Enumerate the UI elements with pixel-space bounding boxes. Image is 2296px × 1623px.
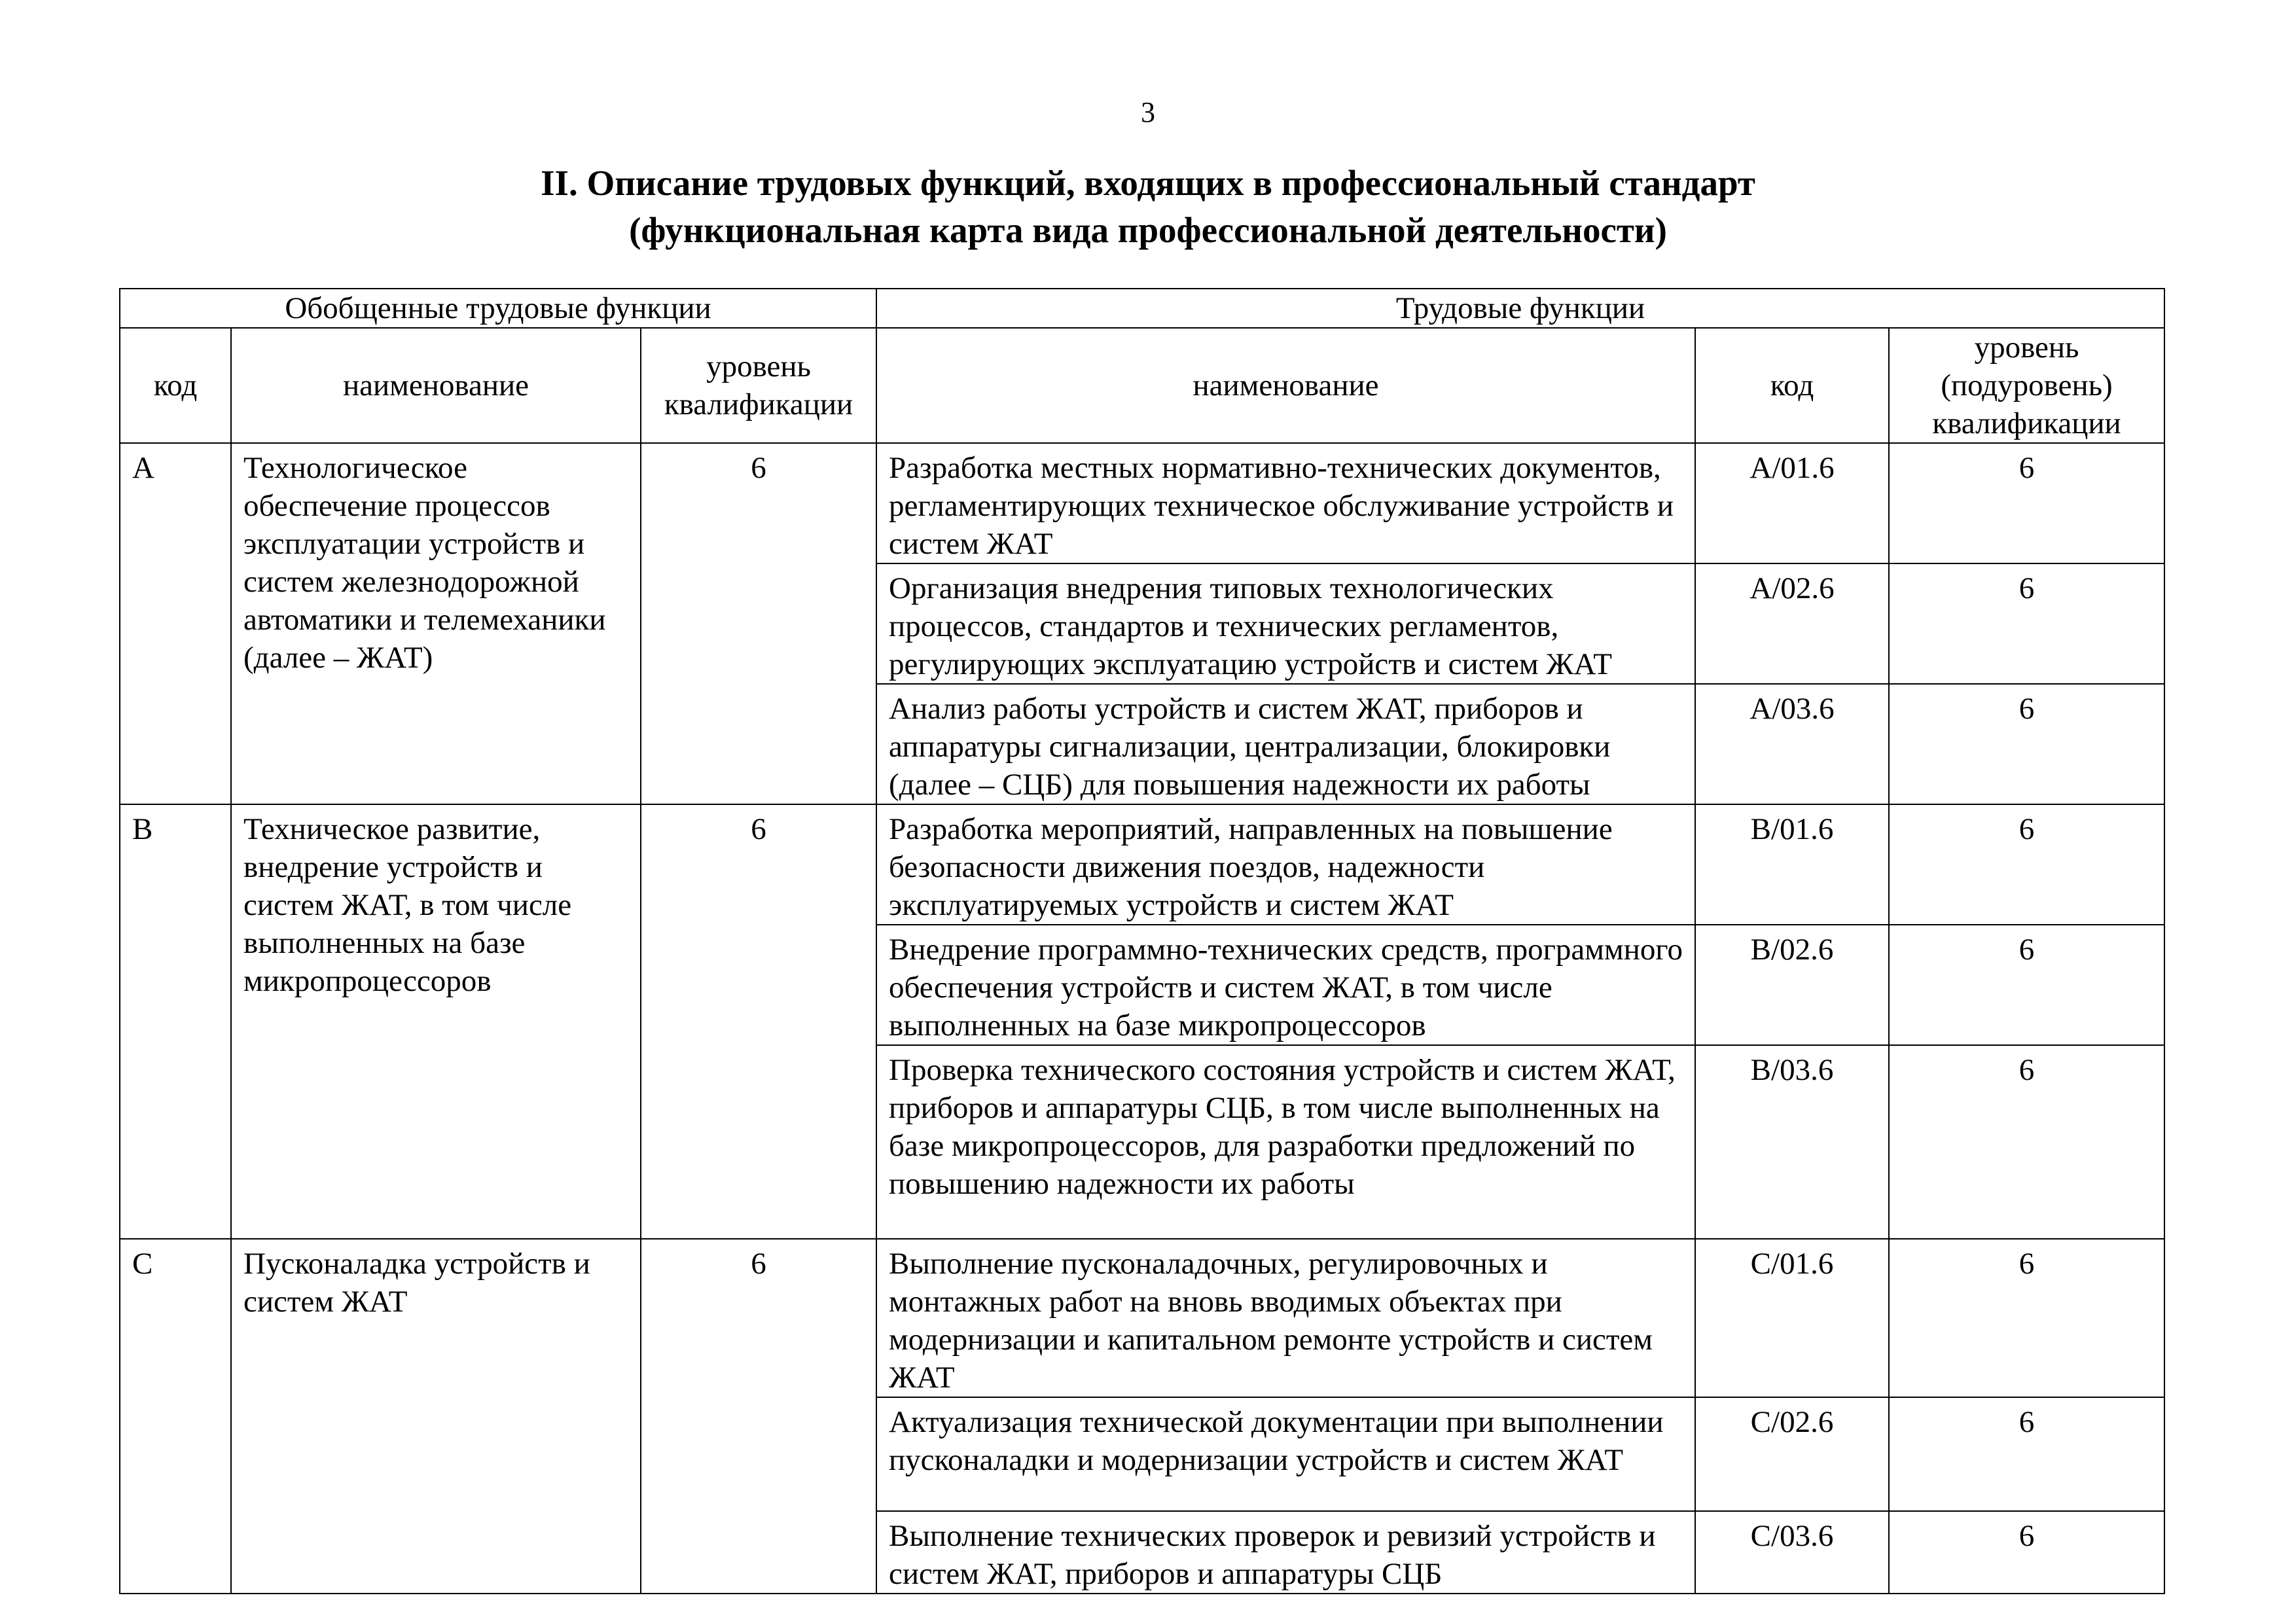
column-header-row	[120, 328, 2164, 443]
col-tf-code: код	[1695, 328, 1889, 443]
function-level: 6	[1889, 443, 2164, 563]
section-title-line-1: II. Описание трудовых функций, входящих в профессиональный стандарт	[541, 163, 1755, 203]
function-code: B/03.6	[1695, 1045, 1889, 1239]
function-level: 6	[1889, 684, 2164, 804]
col-gen-code: код	[120, 328, 231, 443]
group-code: A	[120, 443, 231, 804]
function-name: Выполнение пусконаладочных, регулировочных и монтажных работ на вновь вводимых объектах при модернизации и капитальном ремонте устройств и систем ЖАТ	[876, 1239, 1695, 1397]
function-level: 6	[1889, 804, 2164, 925]
function-level: 6	[1889, 1397, 2164, 1511]
function-name: Организация внедрения типовых технологических процессов, стандартов и технических регламентов, регулирующих эксплуатацию устройств и систем ЖАТ	[876, 563, 1695, 684]
function-name: Анализ работы устройств и систем ЖАТ, приборов и аппаратуры сигнализации, централизации, блокировки (далее – СЦБ) для повышения надежности их работы	[876, 684, 1695, 804]
function-code: C/03.6	[1695, 1511, 1889, 1594]
labor-functions-header: Трудовые функции	[876, 289, 2164, 328]
function-name: Актуализация технической документации при выполнении пусконаладки и модернизации устройств и систем ЖАТ	[876, 1397, 1695, 1511]
function-code: A/01.6	[1695, 443, 1889, 563]
col-tf-name: наименование	[876, 328, 1695, 443]
group-level: 6	[641, 443, 876, 804]
group-level: 6	[641, 1239, 876, 1594]
group-name: Пусконаладка устройств и систем ЖАТ	[231, 1239, 641, 1594]
col-tf-level: уровень (подуровень) квалификации	[1889, 328, 2164, 443]
section-title	[0, 160, 2296, 254]
group-header-row	[120, 289, 2164, 328]
function-code: A/02.6	[1695, 563, 1889, 684]
function-name: Разработка местных нормативно-технических документов, регламентирующих техническое обслуживание устройств и систем ЖАТ	[876, 443, 1695, 563]
function-name: Выполнение технических проверок и ревизий устройств и систем ЖАТ, приборов и аппаратуры СЦБ	[876, 1511, 1695, 1594]
group-name: Техническое развитие, внедрение устройств и систем ЖАТ, в том числе выполненных на базе микропроцессоров	[231, 804, 641, 1239]
page-number: 3	[1141, 96, 1155, 128]
functional-map-table	[119, 288, 2165, 1594]
group-code: C	[120, 1239, 231, 1594]
table-row	[120, 443, 2164, 563]
function-level: 6	[1889, 1511, 2164, 1594]
function-code: B/01.6	[1695, 804, 1889, 925]
function-name: Разработка мероприятий, направленных на повышение безопасности движения поездов, надежности эксплуатируемых устройств и систем ЖАТ	[876, 804, 1695, 925]
generalized-functions-header: Обобщенные трудовые функции	[120, 289, 876, 328]
group-code: B	[120, 804, 231, 1239]
group-name: Технологическое обеспечение процессов эксплуатации устройств и систем железнодорожной автоматики и телемеханики (далее – ЖАТ)	[231, 443, 641, 804]
function-code: B/02.6	[1695, 925, 1889, 1045]
group-level: 6	[641, 804, 876, 1239]
function-level: 6	[1889, 1045, 2164, 1239]
table-row	[120, 1239, 2164, 1397]
table-row	[120, 804, 2164, 925]
function-level: 6	[1889, 925, 2164, 1045]
function-level: 6	[1889, 1239, 2164, 1397]
function-name: Внедрение программно-технических средств, программного обеспечения устройств и систем ЖАТ, в том числе выполненных на базе микропроцессоров	[876, 925, 1695, 1045]
function-code: C/02.6	[1695, 1397, 1889, 1511]
col-gen-level: уровень квалификации	[641, 328, 876, 443]
function-code: C/01.6	[1695, 1239, 1889, 1397]
col-gen-name: наименование	[231, 328, 641, 443]
section-title-line-2: (функциональная карта вида профессиональной деятельности)	[629, 210, 1667, 250]
function-level: 6	[1889, 563, 2164, 684]
function-name: Проверка технического состояния устройств и систем ЖАТ, приборов и аппаратуры СЦБ, в том числе выполненных на базе микропроцессоров, для разработки предложений по повышению надежности их работы	[876, 1045, 1695, 1239]
function-code: A/03.6	[1695, 684, 1889, 804]
